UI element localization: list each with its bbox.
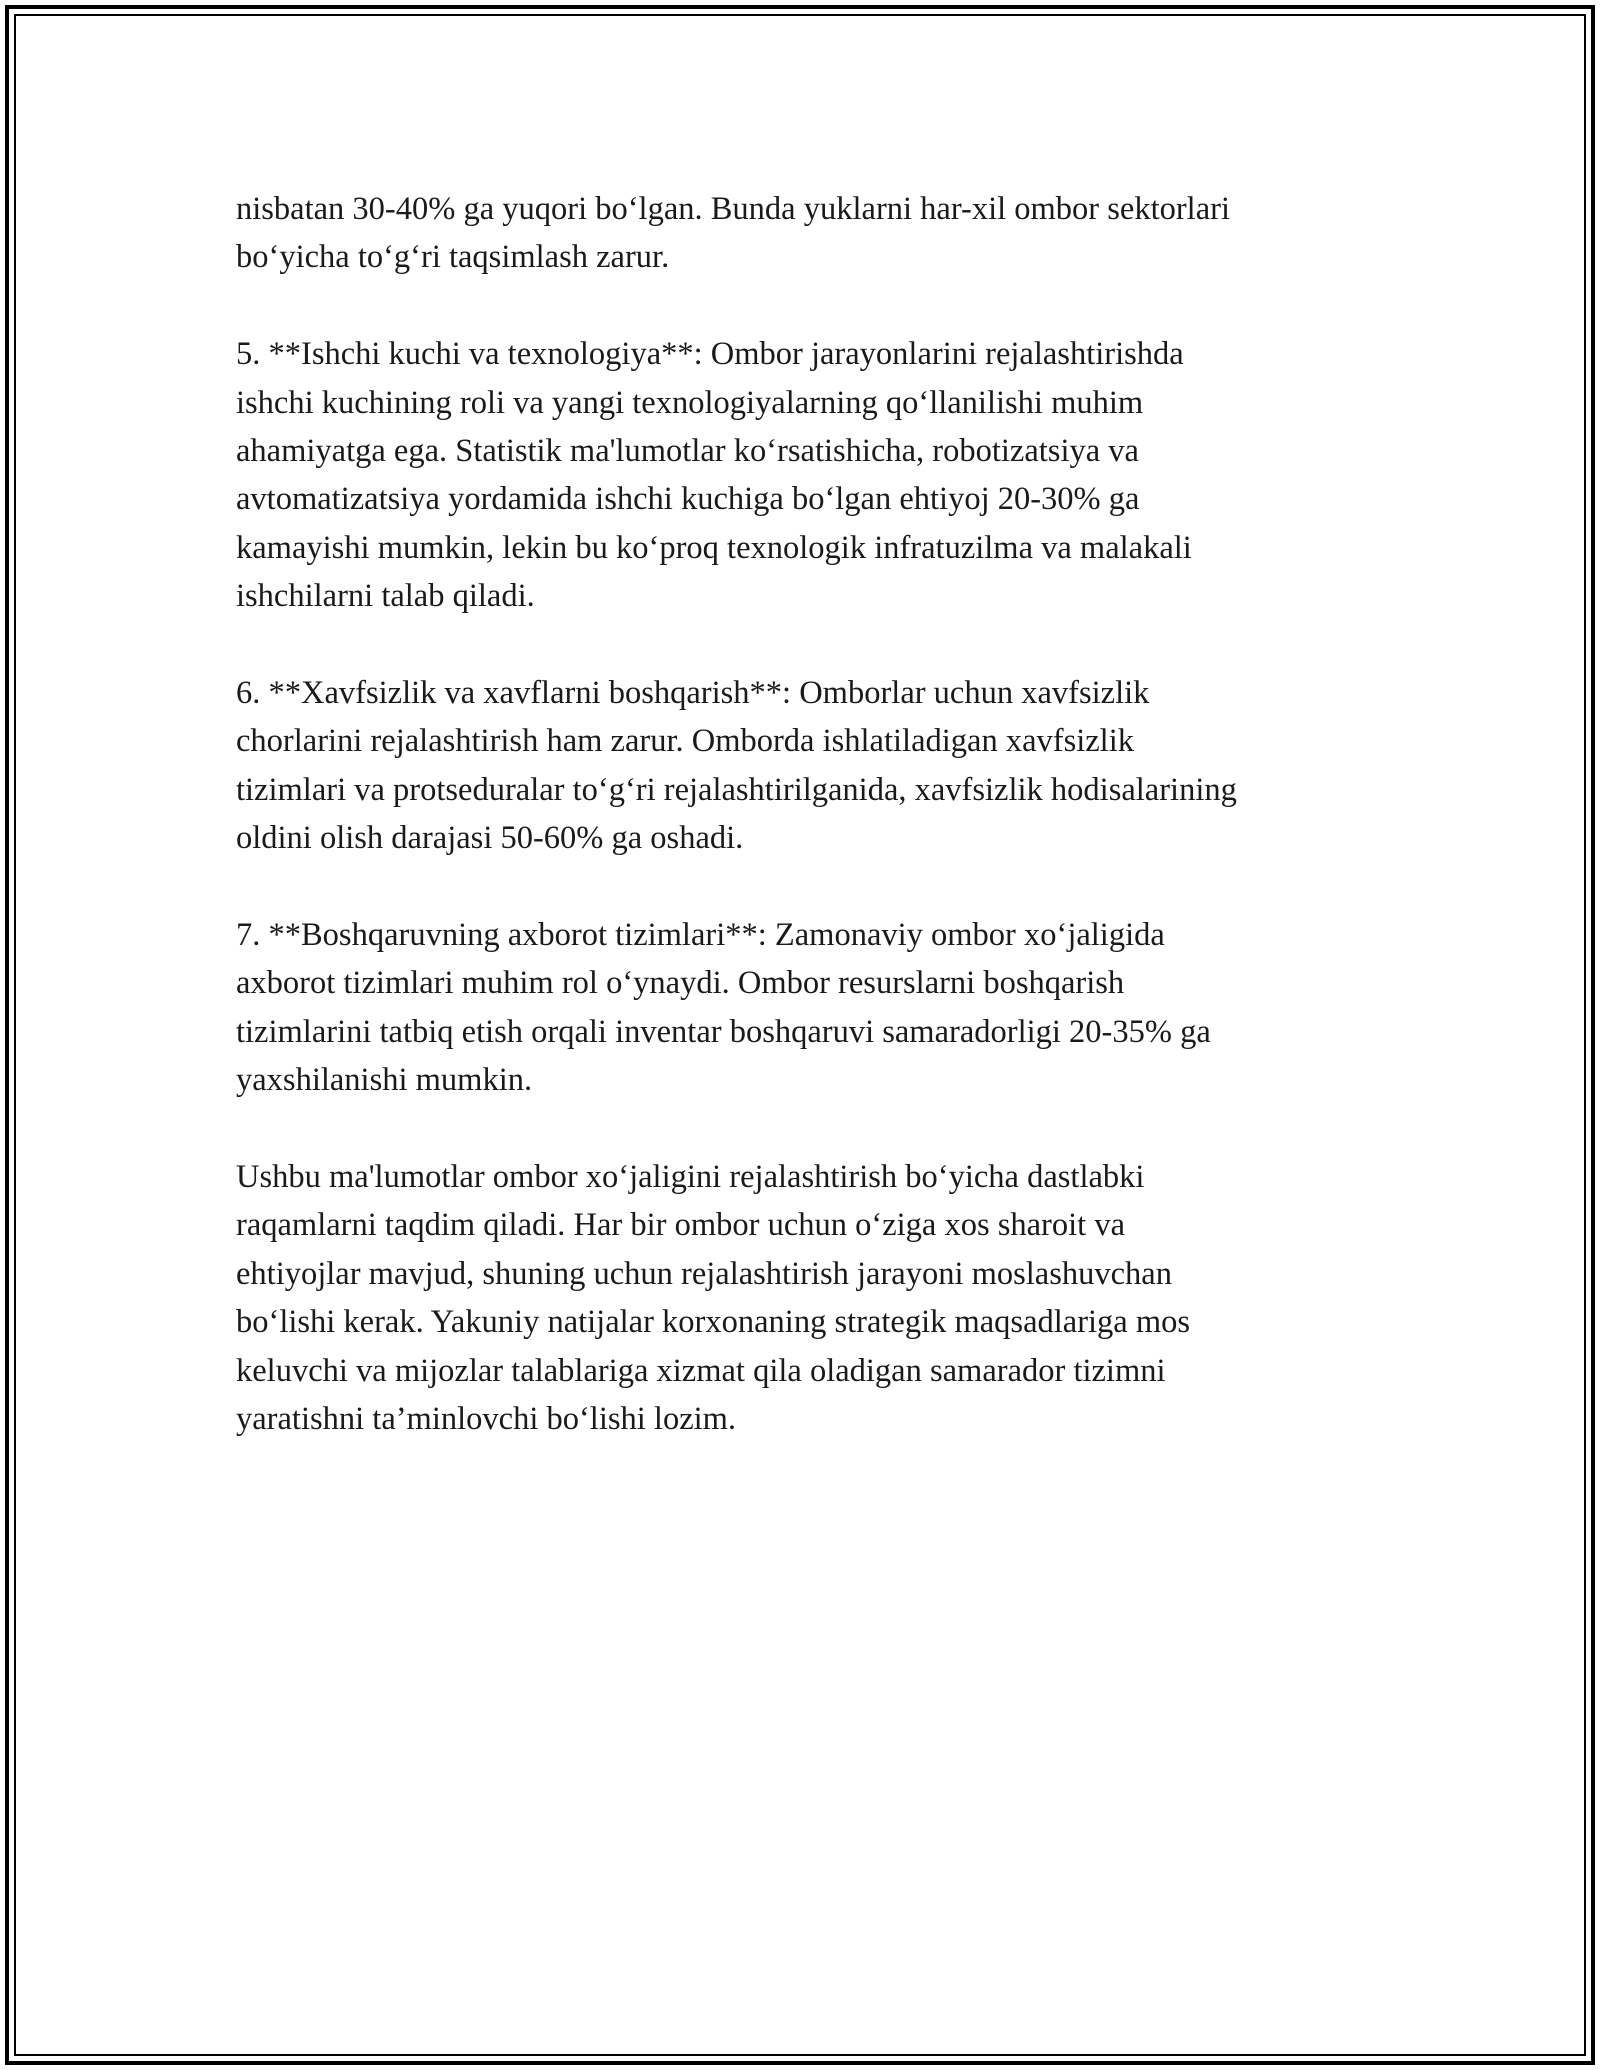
paragraph-continuation: nisbatan 30-40% ga yuqori bo‘lgan. Bunda yuklarni har-xil ombor sektorlari bo‘yicha to‘g‘ri taqsimlash zarur. xyxy=(236,191,1230,276)
paragraph-item-7: 7. **Boshqaruvning axborot tizimlari**: Zamonaviy ombor xo‘jaligida axborot tizimlari muhim rol o‘ynaydi. Ombor resurslarni boshqarish tizimlarini tatbiq etish orqali inventar boshqaruvi samaradorligi 20-35% ga yaxshilanishi mumkin. xyxy=(236,917,1211,1099)
paragraph-item-6: 6. **Xavfsizlik va xavflarni boshqarish**: Omborlar uchun xavfsizlik chorlarini rejalashtirish ham zarur. Omborda ishlatiladigan xavfsizlik tizimlari va protseduralar to‘g‘ri rejalashtirilganida, xavfsizlik hodisalarining oldini olish darajasi 50-60% ga oshadi. xyxy=(236,675,1237,857)
document-body xyxy=(236,185,1386,1492)
paragraph-item-5: 5. **Ishchi kuchi va texnologiya**: Ombor jarayonlarini rejalashtirishda ishchi kuchining roli va yangi texnologiyalarning qo‘llanilishi muhim ahamiyatga ega. Statistik ma'lumotlar ko‘rsatishicha, robotizatsiya va avtomatizatsiya yordamida ishchi kuchiga bo‘lgan ehtiyoj 20-30% ga kamayishi mumkin, lekin bu ko‘proq texnologik infratuzilma va malakali ishchilarni talab qiladi. xyxy=(236,336,1192,615)
paragraph-conclusion: Ushbu ma'lumotlar ombor xo‘jaligini rejalashtirish bo‘yicha dastlabki raqamlarni taqdim qiladi. Har bir ombor uchun o‘ziga xos sharoit va ehtiyojlar mavjud, shuning uchun rejalashtirish jarayoni moslashuvchan bo‘lishi kerak. Yakuniy natijalar korxonaning strategik maqsadlariga mos keluvchi va mijozlar talablariga xizmat qila oladigan samarador tizimni yaratishni ta’minlovchi bo‘lishi lozim. xyxy=(236,1159,1191,1438)
